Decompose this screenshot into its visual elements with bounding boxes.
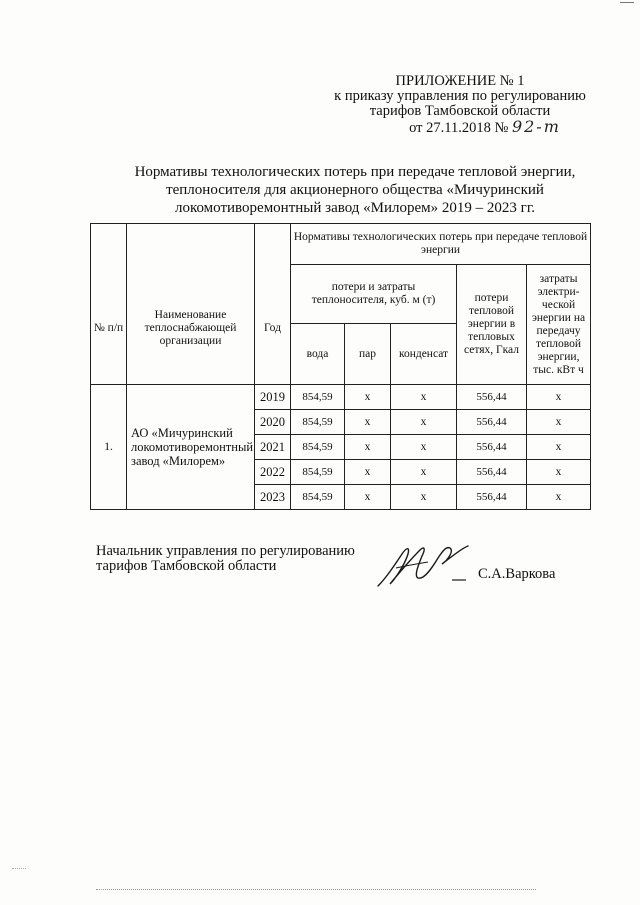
- year-cell: 2019: [255, 385, 291, 410]
- norms-table: [90, 223, 591, 510]
- appendix-authority: тарифов Тамбовской области: [369, 103, 551, 119]
- water-cell: 854,59: [291, 410, 345, 435]
- heat-loss-cell: 556,44: [457, 460, 527, 485]
- title-line-2: теплоносителя для акционерного общества «Мичуринский: [166, 182, 544, 198]
- document-title: [130, 163, 580, 217]
- header-electric-costs: затраты электри-ческой энергии на передачу тепловой энергии, тыс. кВт ч: [527, 265, 591, 385]
- appendix-date-line: [300, 119, 620, 136]
- electric-cell: х: [527, 460, 591, 485]
- page-bottom-line: [96, 889, 536, 890]
- heat-loss-cell: 556,44: [457, 385, 527, 410]
- header-coolant-losses: потери и затраты теплоносителя, куб. м (т): [291, 265, 457, 324]
- header-condensate: конденсат: [391, 324, 457, 385]
- title-line-3: локомотиворемонтный завод «Милорем» 2019 – 2023 гг.: [174, 200, 536, 216]
- signature-block: [96, 544, 355, 574]
- header-index: № п/п: [91, 224, 127, 385]
- heat-loss-cell: 556,44: [457, 410, 527, 435]
- title-line-1: Нормативы технологических потерь при передаче тепловой энергии,: [134, 164, 576, 180]
- header-heat-losses: потери тепловой энергии в тепловых сетях, Гкал: [457, 265, 527, 385]
- appendix-order-ref: к приказу управления по регулированию: [334, 88, 586, 104]
- year-cell: 2023: [255, 485, 291, 510]
- heat-loss-cell: 556,44: [457, 485, 527, 510]
- table-row: [91, 385, 591, 410]
- water-cell: 854,59: [291, 460, 345, 485]
- year-cell: 2022: [255, 460, 291, 485]
- header-norms: Нормативы технологических потерь при передаче тепловой энергии: [291, 224, 591, 265]
- condensate-cell: х: [391, 485, 457, 510]
- header-water: вода: [291, 324, 345, 385]
- appendix-date: от 27.11.2018 №: [409, 120, 509, 136]
- water-cell: 854,59: [291, 435, 345, 460]
- electric-cell: х: [527, 435, 591, 460]
- electric-cell: х: [527, 485, 591, 510]
- year-cell: 2021: [255, 435, 291, 460]
- org-name-cell: АО «Мичуринский локомотиворемонтный завод «Милорем»: [127, 385, 255, 510]
- condensate-cell: х: [391, 435, 457, 460]
- handwritten-signature: [372, 538, 480, 592]
- signer-position-line-1: Начальник управления по регулированию: [96, 543, 355, 559]
- electric-cell: х: [527, 385, 591, 410]
- org-index-cell: 1.: [91, 385, 127, 510]
- handwritten-order-number: 92-т: [511, 117, 561, 136]
- scan-artifact: [12, 868, 26, 869]
- condensate-cell: х: [391, 410, 457, 435]
- steam-cell: х: [345, 435, 391, 460]
- steam-cell: х: [345, 385, 391, 410]
- corner-mark: [620, 2, 634, 3]
- water-cell: 854,59: [291, 385, 345, 410]
- steam-cell: х: [345, 410, 391, 435]
- steam-cell: х: [345, 485, 391, 510]
- header-year: Год: [255, 224, 291, 385]
- year-cell: 2020: [255, 410, 291, 435]
- water-cell: 854,59: [291, 485, 345, 510]
- condensate-cell: х: [391, 460, 457, 485]
- steam-cell: х: [345, 460, 391, 485]
- signer-name: С.А.Варкова: [478, 566, 556, 582]
- header-steam: пар: [345, 324, 391, 385]
- heat-loss-cell: 556,44: [457, 435, 527, 460]
- condensate-cell: х: [391, 385, 457, 410]
- header-org-name: Наименование теплоснабжающей организации: [127, 224, 255, 385]
- electric-cell: х: [527, 410, 591, 435]
- appendix-title: ПРИЛОЖЕНИЕ № 1: [395, 73, 525, 89]
- appendix-header: [300, 74, 620, 136]
- signer-position-line-2: тарифов Тамбовской области: [96, 558, 277, 574]
